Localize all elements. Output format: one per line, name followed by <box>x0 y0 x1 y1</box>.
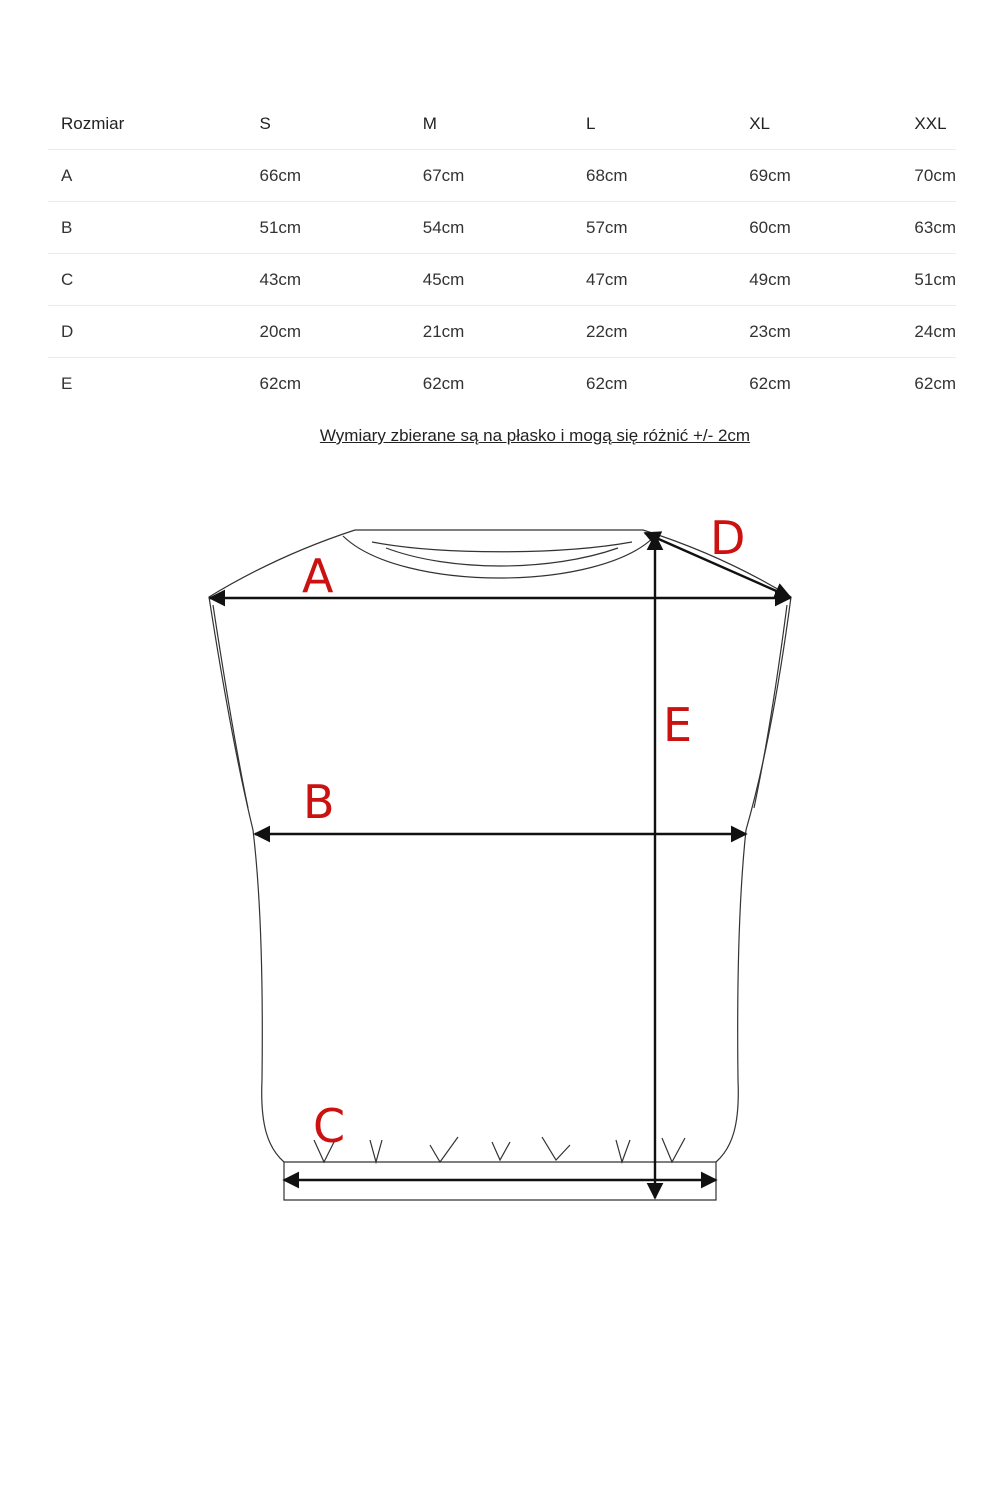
table-cell: D <box>48 306 247 358</box>
table-cell: E <box>61 373 73 393</box>
table-cell: 62cm <box>422 373 465 393</box>
table-cell: 62cm <box>914 373 956 393</box>
table-cell: 67cm <box>410 150 573 202</box>
table-cell: 47cm <box>573 254 736 306</box>
table-cell: 23cm <box>736 306 901 358</box>
table-cell: 63cm <box>901 202 956 254</box>
header-cell: XXL <box>901 98 956 150</box>
table-cell: B <box>48 202 247 254</box>
table-cell: 69cm <box>736 150 901 202</box>
table-cell: 43cm <box>247 254 410 306</box>
header-cell: XL <box>736 98 901 150</box>
label-a: A <box>302 549 334 603</box>
table-cell: 45cm <box>410 254 573 306</box>
label-e: E <box>663 698 693 752</box>
table-cell: A <box>48 150 247 202</box>
table-cell: 68cm <box>573 150 736 202</box>
table-cell: 51cm <box>247 202 410 254</box>
table-cell: 62cm <box>749 373 791 393</box>
table-cell: 54cm <box>410 202 573 254</box>
header-cell: Rozmiar <box>48 98 247 150</box>
label-d: D <box>710 511 746 565</box>
header-cell: M <box>410 98 573 150</box>
label-b: B <box>303 775 335 829</box>
table-cell: 24cm <box>901 306 956 358</box>
measurement-note: Wymiary zbierane są na płasko i mogą się różnić +/- 2cm <box>319 426 751 445</box>
table-cell: 51cm <box>901 254 956 306</box>
header-cell: S <box>247 98 410 150</box>
table-cell: 22cm <box>573 306 736 358</box>
table-cell: 62cm <box>259 373 302 393</box>
header-cell: L <box>573 98 736 150</box>
garment-outline <box>209 530 791 1200</box>
table-cell: 49cm <box>736 254 901 306</box>
table-cell: 60cm <box>736 202 901 254</box>
label-c: C <box>313 1099 346 1153</box>
table-cell: 21cm <box>410 306 573 358</box>
table-cell: 66cm <box>247 150 410 202</box>
table-cell: 20cm <box>247 306 410 358</box>
table-cell: 70cm <box>901 150 956 202</box>
table-cell: C <box>48 254 247 306</box>
table-cell: 62cm <box>585 373 628 393</box>
table-cell: 57cm <box>573 202 736 254</box>
